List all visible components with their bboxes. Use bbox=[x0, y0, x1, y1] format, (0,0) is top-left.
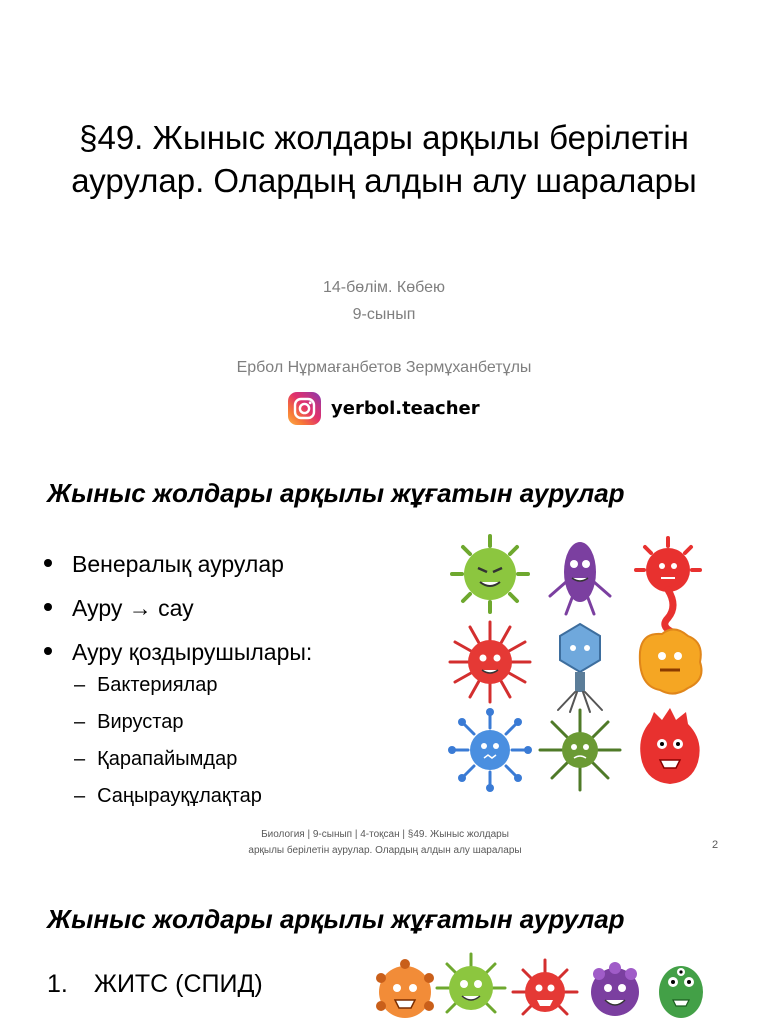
title-line-1: §49. Жыныс жолдары арқылы берілетін bbox=[79, 119, 689, 156]
instagram-link[interactable] bbox=[288, 390, 480, 426]
sub-bullet-item: – Бактериялар bbox=[74, 674, 218, 696]
item-number: 1. bbox=[47, 970, 68, 998]
subtitle-section: 14-бөлім. Көбею bbox=[322, 279, 446, 296]
cartoon-microbes-icon bbox=[375, 952, 715, 1024]
slide-title bbox=[0, 0, 768, 450]
bullet-text: Венералық аурулар bbox=[72, 551, 284, 577]
sub-bullet-text: Саңырауқұлақтар bbox=[97, 785, 262, 807]
item-text: ЖИТС (СПИД) bbox=[93, 970, 263, 998]
sub-bullet-item: – Вирустар bbox=[74, 711, 184, 733]
slide-title-heading bbox=[30, 116, 738, 202]
bullet-list bbox=[44, 542, 312, 674]
bullet-dot-icon bbox=[44, 647, 52, 655]
slide-footer bbox=[200, 827, 570, 859]
author-name: Ербол Нұрмағанбетов Зермұханбетұлы bbox=[236, 359, 532, 376]
sub-bullet-text: Вирустар bbox=[97, 711, 184, 733]
cartoon-microbes-icon bbox=[440, 532, 720, 802]
slide-subtitle bbox=[0, 274, 768, 328]
bullet-text: Ауру → сау bbox=[72, 595, 194, 621]
slide-heading: Жыныс жолдары арқылы жұғатын аурулар bbox=[47, 478, 625, 508]
slide-diseases-overview bbox=[0, 462, 768, 872]
page-number: 2 bbox=[712, 839, 719, 851]
subtitle-grade: 9-сынып bbox=[352, 306, 416, 323]
slide-heading: Жыныс жолдары арқылы жұғатын аурулар bbox=[47, 904, 625, 934]
bullet-item bbox=[44, 586, 312, 630]
bullet-text: Ауру қоздырушылары: bbox=[72, 639, 313, 665]
sub-bullet-list bbox=[74, 667, 262, 815]
title-line-2: аурулар. Олардың алдын алу шаралары bbox=[71, 162, 697, 199]
bullet-dot-icon bbox=[44, 559, 52, 567]
sub-bullet-item: – Саңырауқұлақтар bbox=[74, 785, 262, 807]
numbered-item bbox=[47, 970, 263, 999]
bullet-dot-icon bbox=[44, 603, 52, 611]
sub-bullet-item: – Қарапайымдар bbox=[74, 748, 238, 770]
bullet-item bbox=[44, 542, 312, 586]
footer-line-1: Биология | 9-сынып | 4-тоқсан | §49. Жыныс жолдары bbox=[261, 829, 509, 840]
instagram-icon bbox=[288, 392, 321, 425]
slide-aids bbox=[0, 890, 768, 1024]
footer-line-2: арқылы берілетін аурулар. Олардың алдын алу шаралары bbox=[248, 845, 522, 856]
sub-bullet-text: Қарапайымдар bbox=[97, 748, 238, 770]
sub-bullet-text: Бактериялар bbox=[97, 674, 218, 696]
instagram-handle: yerbol.teacher bbox=[331, 397, 480, 419]
